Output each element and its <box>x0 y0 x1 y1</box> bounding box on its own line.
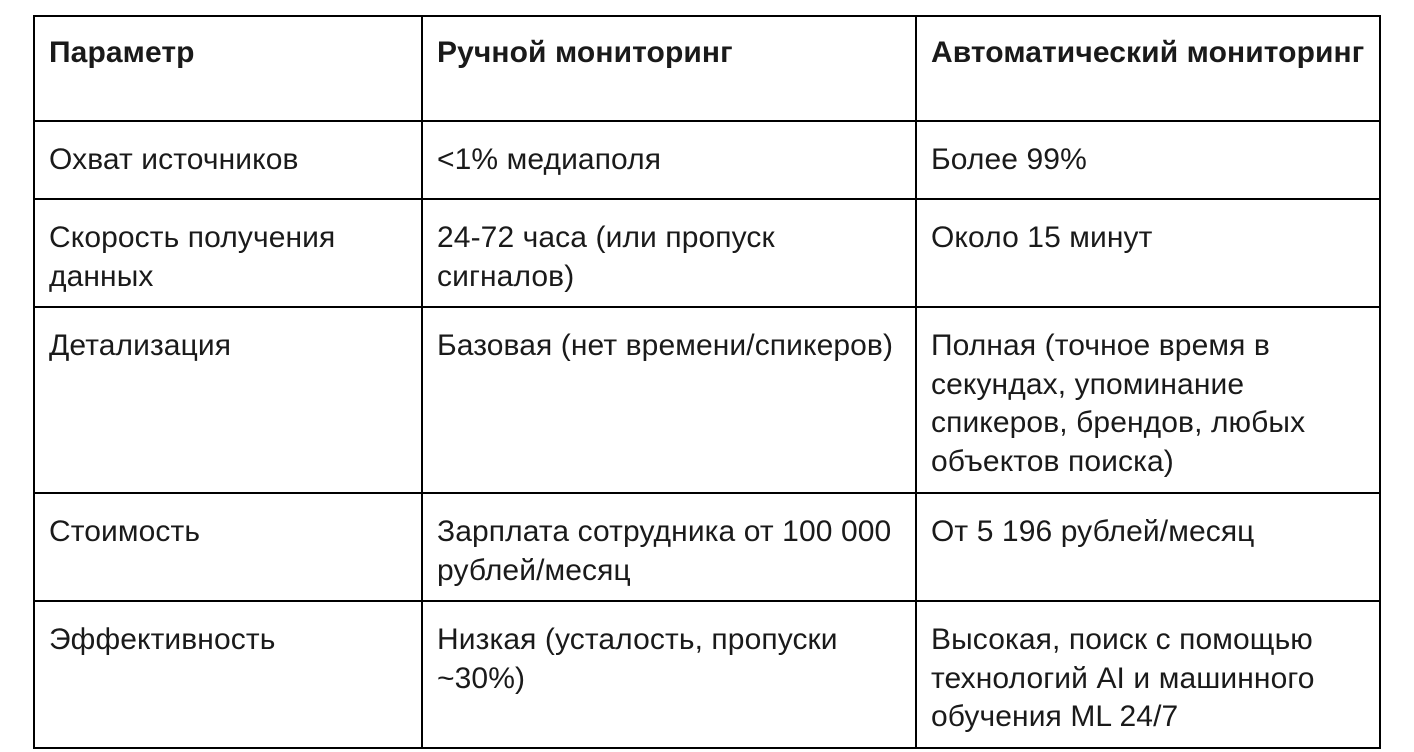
cell-auto-efficiency: Высокая, поиск с помощью технологий AI и машинного обучения ML 24/7 <box>916 601 1380 748</box>
table-row <box>34 199 1380 307</box>
cell-manual-efficiency: Низкая (усталость, пропуски ~30%) <box>422 601 916 748</box>
cell-auto-speed: Около 15 минут <box>916 199 1380 307</box>
row-label-efficiency: Эффективность <box>34 601 422 748</box>
table-row <box>34 493 1380 601</box>
header-parameter: Параметр <box>34 16 422 121</box>
row-label-cost: Стоимость <box>34 493 422 601</box>
cell-auto-detail: Полная (точное время в секундах, упоминание спикеров, брендов, любых объектов поиска) <box>916 307 1380 493</box>
cell-auto-cost: От 5 196 рублей/месяц <box>916 493 1380 601</box>
cell-auto-coverage: Более 99% <box>916 121 1380 199</box>
comparison-table <box>33 15 1381 749</box>
row-label-coverage: Охват источников <box>34 121 422 199</box>
row-label-speed: Скорость получения данных <box>34 199 422 307</box>
table-row <box>34 601 1380 748</box>
cell-manual-speed: 24-72 часа (или пропуск сигналов) <box>422 199 916 307</box>
cell-manual-coverage: <1% медиаполя <box>422 121 916 199</box>
header-manual-monitoring: Ручной мониторинг <box>422 16 916 121</box>
table-row <box>34 307 1380 493</box>
table-header-row <box>34 16 1380 121</box>
cell-manual-detail: Базовая (нет времени/спикеров) <box>422 307 916 493</box>
table-row <box>34 121 1380 199</box>
cell-manual-cost: Зарплата сотрудника от 100 000 рублей/месяц <box>422 493 916 601</box>
row-label-detail: Детализация <box>34 307 422 493</box>
header-automatic-monitoring: Автоматический мониторинг <box>916 16 1380 121</box>
